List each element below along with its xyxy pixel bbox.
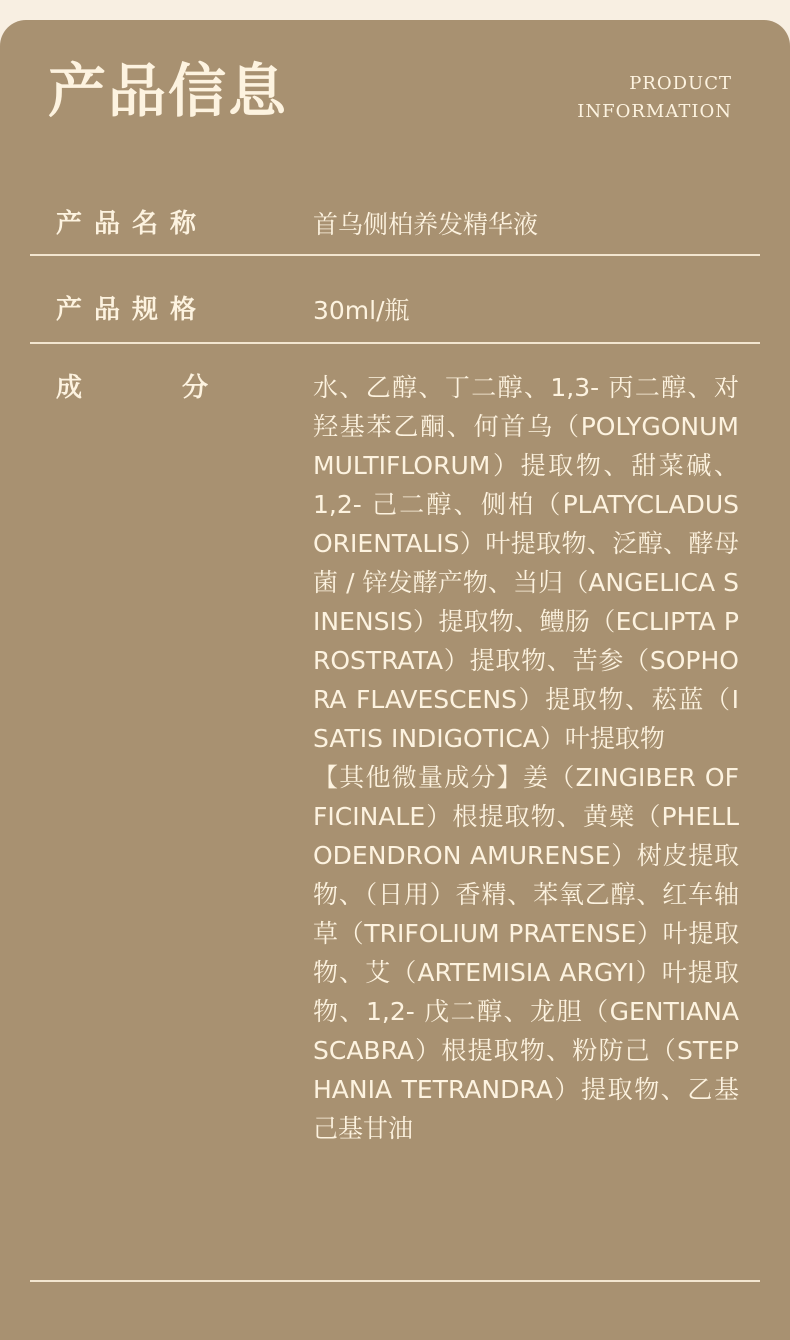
ingredients-text xyxy=(313,368,739,1148)
title-en-line1: PRODUCT xyxy=(629,73,732,94)
product-spec-label: 产品规格 xyxy=(56,295,209,325)
ingredients-label-part2: 分 xyxy=(182,373,221,403)
page-title: 产品信息 xyxy=(48,57,289,125)
divider xyxy=(30,254,760,256)
divider xyxy=(30,1280,760,1282)
product-name-value: 首乌侧柏养发精华液 xyxy=(313,210,539,239)
divider xyxy=(30,342,760,344)
title-en-line2: INFORMATION xyxy=(577,101,732,122)
ingredients-trace: 【其他微量成分】姜（ZINGIBER OFFICINALE）根提取物、黄檗（PHELLODENDRON AMURENSE）树皮提取物、（日用）香精、苯氧乙醇、红车轴草（TRIFOLIUM PRATENSE）叶提取物、艾（ARTEMISIA ARGYI）叶提取物、1,2- 戊二醇、龙胆（GENTIANA SCABRA）根提取物、粉防己（STEPHANIA TETRANDRA）提取物、乙基己基甘油 xyxy=(313,763,739,1143)
ingredients-label-part1: 成 xyxy=(56,373,95,403)
product-name-label: 产品名称 xyxy=(56,209,209,239)
ingredients-main: 水、乙醇、丁二醇、1,3- 丙二醇、对羟基苯乙酮、何首乌（POLYGONUM MULTIFLORUM）提取物、甜菜碱、1,2- 己二醇、侧柏（PLATYCLADUS ORIENTALIS）叶提取物、泛醇、酵母菌 / 锌发酵产物、当归（ANGELICA SINENSIS）提取物、鳢肠（ECLIPTA PROSTRATA）提取物、苦参（SOPHORA FLAVESCENS）提取物、菘蓝（ISATIS INDIGOTICA）叶提取物 xyxy=(313,373,739,753)
product-spec-value: 30ml/瓶 xyxy=(313,296,410,325)
page-title-english xyxy=(577,70,732,126)
